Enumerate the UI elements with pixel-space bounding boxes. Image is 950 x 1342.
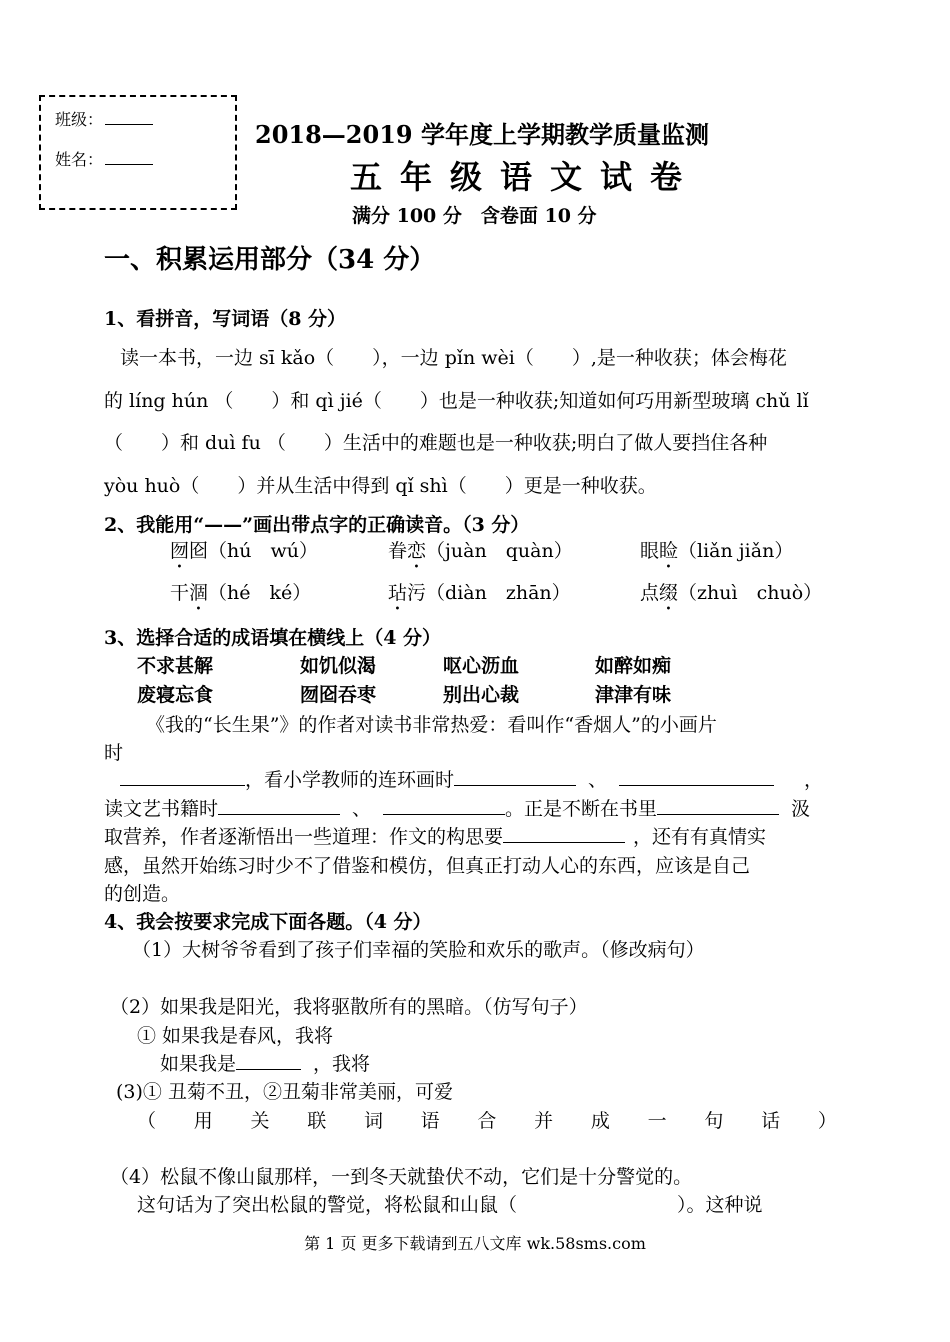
q3-para-line1: 《我的“长生果”》的作者对读书非常热爱：看叫作“香烟人”的小画片 xyxy=(146,714,717,736)
score-line: 满分 100 分 含卷面 10 分 xyxy=(352,205,597,227)
idiom-4: 如醉如痴 xyxy=(595,655,672,677)
q3-para-line6: 感，虽然开始练习时少不了借鉴和模仿，但真正打动人心的东西，应该是自己 xyxy=(104,855,751,877)
q3-para-line4: 读文艺书籍时 、 。正是不断在书里 汲 xyxy=(104,798,811,820)
q1-line2: 的 líng hún （ ）和 qì jié（ ）也是一种收获;知道如何巧用新型玻璃 chǔ lǐ xyxy=(104,390,809,412)
idiom-7: 别出心裁 xyxy=(443,684,520,706)
q3-title: 3、选择合适的成语填在横线上（4 分） xyxy=(104,627,442,649)
instruction-char: 并 xyxy=(534,1110,554,1132)
instruction-char: 关 xyxy=(250,1110,270,1132)
instruction-char: 用 xyxy=(193,1110,213,1132)
q2-item-6: 点缀（zhuì chuò） xyxy=(640,582,823,604)
q3-para-line5: 取营养，作者逐渐悟出一些道理：作文的构思要 ，还有有真情实 xyxy=(104,826,767,848)
section1-title: 一、积累运用部分（34 分） xyxy=(104,245,436,275)
instruction-char: ） xyxy=(817,1110,837,1132)
instruction-char: 话 xyxy=(761,1110,781,1132)
page-footer: 第 1 页 更多下载请到五八文库 wk.58sms.com xyxy=(304,1234,646,1253)
name-blank[interactable] xyxy=(105,150,153,165)
instruction-char: 句 xyxy=(704,1110,724,1132)
q2-item-5: 玷污（diàn zhān） xyxy=(388,582,571,604)
instruction-char: （ xyxy=(137,1110,157,1132)
exam-title-line2: 五年级语文试卷 xyxy=(350,158,701,196)
instruction-char: 成 xyxy=(590,1110,610,1132)
q4-sub2: （2）如果我是阳光，我将驱散所有的黑暗。（仿写句子） xyxy=(110,996,588,1018)
q3-blank-3[interactable] xyxy=(619,767,774,786)
q2-item-2: 眷恋（juàn quàn） xyxy=(388,540,573,562)
q3-para-line2: 时 xyxy=(104,742,124,764)
q2-title: 2、我能用“——”画出带点字的正确读音。（3 分） xyxy=(104,514,530,536)
instruction-char: 一 xyxy=(647,1110,667,1132)
instruction-char: 词 xyxy=(363,1110,383,1132)
instruction-char: 合 xyxy=(477,1110,497,1132)
q4-sub2-b: 如果我是 ，我将 xyxy=(160,1053,371,1075)
q4-title: 4、我会按要求完成下面各题。（4 分） xyxy=(104,911,432,933)
q1-line4: yòu huò（ ）并从生活中得到 qǐ shì（ ）更是一种收获。 xyxy=(104,475,657,497)
q1-line1: 读一本书，一边 sī kǎo（ ），一边 pǐn wèi（ ）,是一种收获；体会梅花 xyxy=(120,347,787,369)
idiom-6: 囫囵吞枣 xyxy=(300,684,377,706)
class-field xyxy=(55,107,153,130)
class-label: 班级： xyxy=(55,110,104,129)
q4-sub4-line2: 这句话为了突出松鼠的警觉，将松鼠和山鼠（ ）。这种说 xyxy=(137,1194,763,1216)
q2-item-4: 干涸（hé ké） xyxy=(170,582,312,604)
q4-sub3: (3)① 丑菊不丑，②丑菊非常美丽，可爱 xyxy=(116,1081,453,1103)
exam-title-line1: 2018—2019 学年度上学期教学质量监测 xyxy=(255,120,709,149)
idiom-3: 呕心沥血 xyxy=(443,655,520,677)
idiom-8: 津津有味 xyxy=(595,684,672,706)
q3-blank-6[interactable] xyxy=(657,796,779,815)
q3-para-line3: ，看小学教师的连环画时 、 ， xyxy=(120,765,865,792)
idiom-1: 不求甚解 xyxy=(137,655,214,677)
q4-sub2-blank[interactable] xyxy=(236,1051,301,1070)
idiom-2: 如饥似渴 xyxy=(300,655,377,677)
idiom-5: 废寝忘食 xyxy=(137,684,214,706)
q1-title: 1、看拼音，写词语（8 分） xyxy=(104,308,347,330)
q4-sub4: （4）松鼠不像山鼠那样，一到冬天就蛰伏不动，它们是十分警觉的。 xyxy=(110,1166,693,1188)
class-blank[interactable] xyxy=(105,110,153,125)
q3-para-line7: 的创造。 xyxy=(104,883,181,905)
q1-line3: （ ）和 duì fu （ ）生活中的难题也是一种收获;明白了做人要挡住各种 xyxy=(104,432,768,454)
instruction-char: 语 xyxy=(420,1110,440,1132)
q2-item-1: 囫囵（hú wú） xyxy=(170,540,319,562)
q3-blank-4[interactable] xyxy=(218,796,340,815)
q3-blank-2[interactable] xyxy=(454,767,576,786)
name-field xyxy=(55,147,153,170)
q3-blank-1[interactable] xyxy=(120,767,245,786)
q2-item-3: 眼睑（liǎn jiǎn） xyxy=(640,540,794,562)
q4-sub2-a: ① 如果我是春风，我将 xyxy=(137,1025,334,1047)
q4-sub3-instruction xyxy=(137,1106,837,1133)
q3-blank-5[interactable] xyxy=(383,796,505,815)
instruction-char: 联 xyxy=(307,1110,327,1132)
q4-sub1: （1）大树爷爷看到了孩子们幸福的笑脸和欢乐的歌声。（修改病句） xyxy=(132,939,705,961)
q3-blank-7[interactable] xyxy=(503,824,625,843)
student-info-box xyxy=(39,95,237,210)
name-label: 姓名： xyxy=(55,150,104,169)
